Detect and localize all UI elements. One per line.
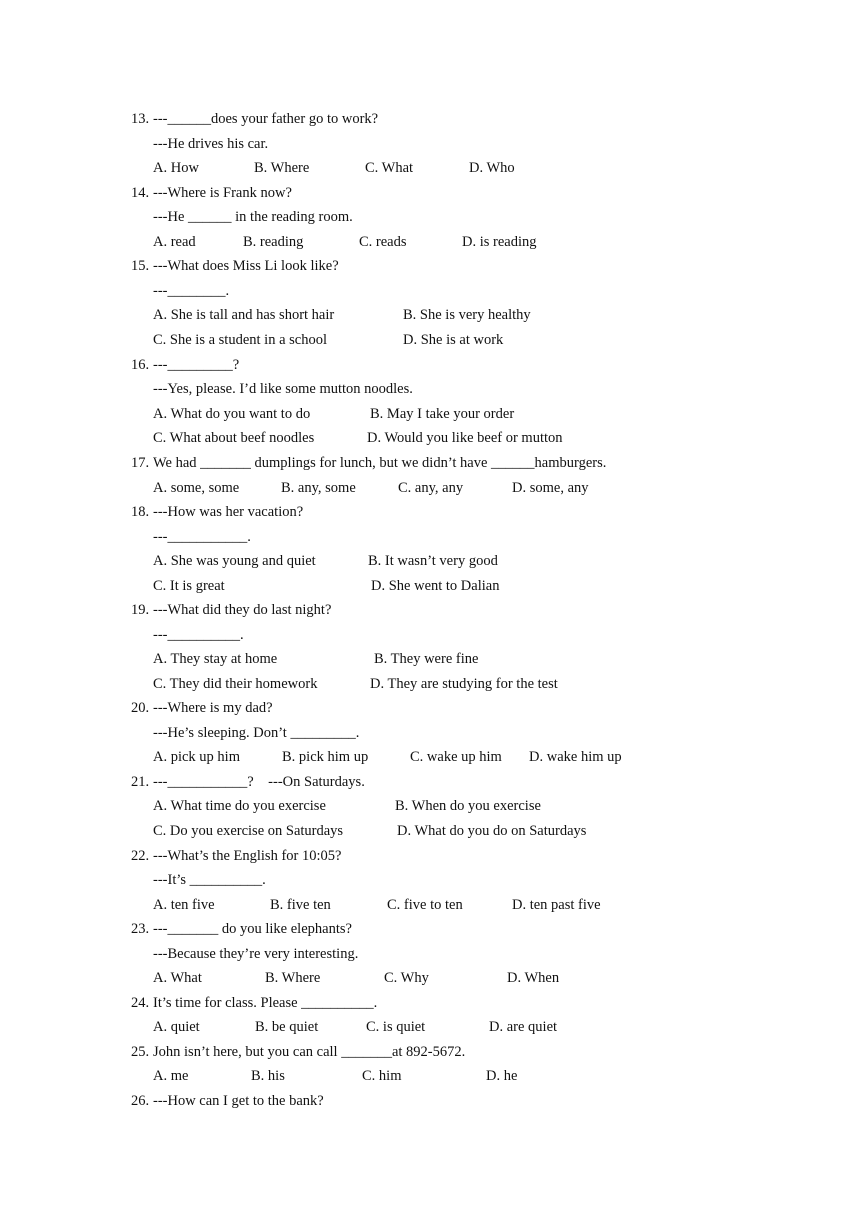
option-b: B. It wasn’t very good [368,553,498,569]
option-a: A. She is tall and has short hair [153,307,335,323]
option-a: A. ten five [153,897,215,913]
question-line: ---He ______ in the reading room. [153,209,353,225]
question-stem: We had _______ dumplings for lunch, but we didn’t have ______hamburgers. [153,455,607,471]
option-d: D. Would you like beef or mutton [367,430,563,446]
option-d: D. wake him up [529,749,622,765]
option-d: D. are quiet [489,1019,558,1035]
question-stem: ---How was her vacation? [153,504,304,520]
question-number: 21. [131,774,150,790]
question-line: ---___________. [153,529,251,545]
option-d: D. She went to Dalian [371,578,500,594]
option-c: C. any, any [398,480,464,496]
option-c: C. wake up him [410,749,502,765]
option-c: C. It is great [153,578,225,594]
option-a: A. She was young and quiet [153,553,316,569]
question-stem: ---___________? ---On Saturdays. [153,774,365,790]
question-line: ---Yes, please. I’d like some mutton noodles. [153,381,413,397]
question-number: 23. [131,921,150,937]
option-a: A. me [153,1068,189,1084]
option-a: A. What [153,970,202,986]
option-b: B. When do you exercise [395,798,541,814]
option-a: A. What time do you exercise [153,798,326,814]
option-b: B. reading [243,234,304,250]
question-number: 20. [131,700,150,716]
option-b: B. Where [265,970,321,986]
option-c: C. him [362,1068,402,1084]
question-number: 24. [131,995,150,1011]
option-c: C. What [365,160,414,176]
question-stem: ---What does Miss Li look like? [153,258,339,274]
question-line: ---Because they’re very interesting. [153,946,359,962]
question-stem: ---_______ do you like elephants? [153,921,352,937]
option-b: B. any, some [281,480,356,496]
question-stem: ---______does your father go to work? [153,111,379,127]
question-line: ---__________. [153,627,244,643]
question-number: 14. [131,185,150,201]
option-c: C. She is a student in a school [153,332,327,348]
question-line: ---He’s sleeping. Don’t _________. [153,725,360,741]
option-d: D. some, any [512,480,589,496]
option-d: D. When [507,970,560,986]
option-b: B. five ten [270,897,331,913]
option-b: B. May I take your order [370,406,515,422]
question-number: 25. [131,1044,150,1060]
option-b: B. They were fine [374,651,479,667]
question-line: ---He drives his car. [153,136,269,152]
option-c: C. five to ten [387,897,463,913]
question-number: 16. [131,357,150,373]
option-d: D. is reading [462,234,537,250]
question-stem: ---Where is Frank now? [153,185,292,201]
question-number: 15. [131,258,150,274]
question-stem: ---What did they do last night? [153,602,332,618]
question-stem: ---Where is my dad? [153,700,273,716]
question-number: 26. [131,1093,150,1109]
question-line: ---________. [153,283,230,299]
question-stem: ---What’s the English for 10:05? [153,848,342,864]
option-c: C. What about beef noodles [153,430,315,446]
option-a: A. quiet [153,1019,200,1035]
option-b: B. Where [254,160,310,176]
option-a: A. some, some [153,480,240,496]
question-stem: ---_________? [153,357,240,373]
question-stem: It’s time for class. Please __________. [153,995,378,1011]
option-b: B. pick him up [282,749,369,765]
option-d: D. What do you do on Saturdays [397,823,587,839]
question-number: 18. [131,504,150,520]
question-stem: ---How can I get to the bank? [153,1093,324,1109]
option-c: C. reads [359,234,407,250]
option-d: D. he [486,1068,518,1084]
option-a: A. They stay at home [153,651,278,667]
option-d: D. They are studying for the test [370,676,558,692]
option-a: A. What do you want to do [153,406,311,422]
question-line: ---It’s __________. [153,872,266,888]
option-c: C. is quiet [366,1019,426,1035]
option-b: B. She is very healthy [403,307,531,323]
option-a: A. pick up him [153,749,240,765]
option-a: A. read [153,234,196,250]
option-b: B. be quiet [255,1019,319,1035]
question-number: 19. [131,602,150,618]
option-c: C. They did their homework [153,676,318,692]
question-stem: John isn’t here, but you can call _______at 892-5672. [153,1044,466,1060]
option-c: C. Why [384,970,429,986]
option-c: C. Do you exercise on Saturdays [153,823,344,839]
option-a: A. How [153,160,199,176]
option-b: B. his [251,1068,285,1084]
option-d: D. She is at work [403,332,504,348]
question-number: 13. [131,111,150,127]
question-number: 17. [131,455,150,471]
question-number: 22. [131,848,150,864]
option-d: D. Who [469,160,515,176]
option-d: D. ten past five [512,897,601,913]
